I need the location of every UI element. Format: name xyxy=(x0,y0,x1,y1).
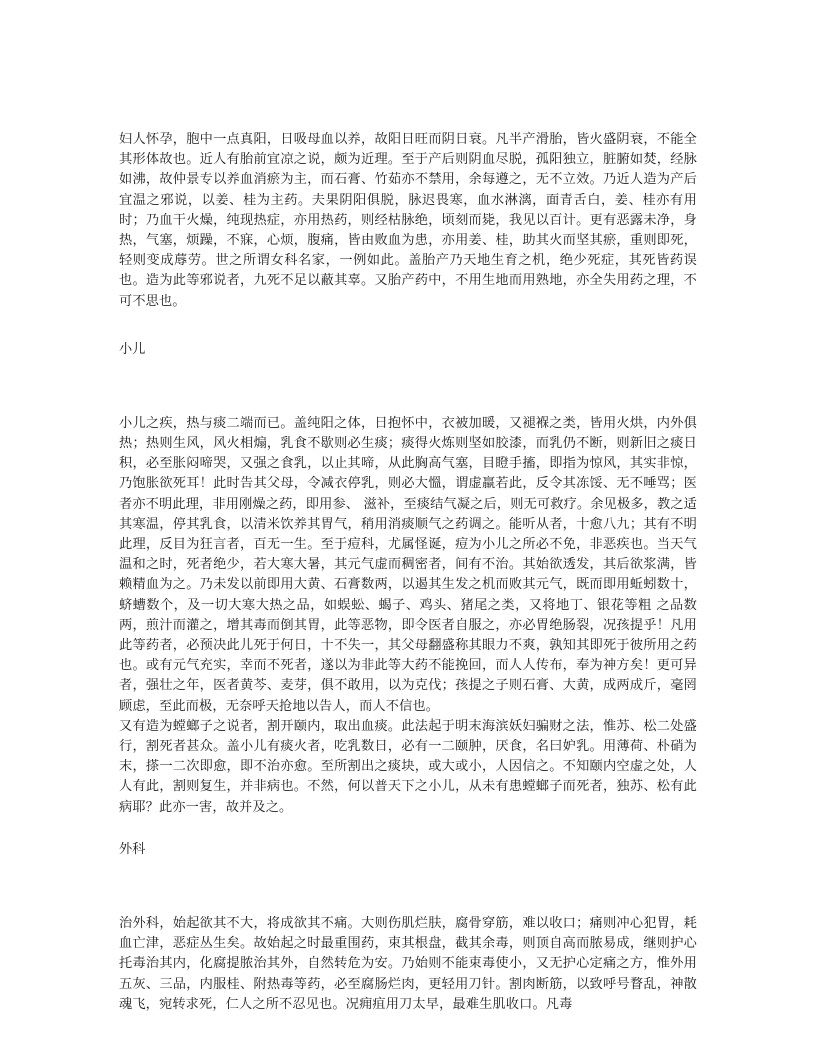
paragraph-surgery: 治外科，始起欲其不大，将成欲其不痛。大则伤肌烂肤，腐骨穿筋，难以收口；痛则冲心犯胃，耗血亡津，恶症丛生矣。故始起之时最重围药，束其根盘，截其余毒，则顶自高而脓易成，继则护心托毒治其内，化腐提脓治其外，自然转危为安。乃始则不能束毒使小，又无护心定痛之方，惟外用五灰、三品，内服桂、附热毒等药，必至腐肠烂肉，更轻用刀针。割肉断筋，以致呼号瞀乱，神散魂飞，宛转求死，仁人之所不忍见也。况痈疽用刀太早，最难生肌收口。凡毒 xyxy=(119,915,697,1012)
paragraph-postpartum: 妇人怀孕，胞中一点真阳，日吸母血以养，故阳日旺而阴日衰。凡半产滑胎，皆火盛阴衰，不能全其形体故也。近人有胎前宜凉之说，颇为近理。至于产后则阴血尽脱，孤阳独立，脏腑如焚，经脉如沸，故仲景专以养血消瘀为主，而石膏、竹茹亦不禁用，余每遵之，无不立效。乃近人造为产后宜温之邪说，以姜、桂为主药。夫果阴阳俱脱，脉迟畏寒，血水淋漓，面青舌白，姜、桂亦有用时；乃血干火燥，纯现热症，亦用热药，则经枯脉绝，顷刻而毙，我见以百计。更有恶露未净，身热，气塞，烦躁，不寐，心烦，腹痛，皆由败血为患，亦用姜、桂，助其火而坚其瘀，重则即死，轻则变成蓐劳。世之所谓女科名家，一例如此。盖胎产乃天地生育之机，绝少死症，其死皆药误也。造为此等邪说者，九死不足以蔽其辜。又胎产药中，不用生地而用熟地，亦全失用药之理，不可不思也。 xyxy=(119,132,697,309)
paragraph-pediatrics: 小儿之疾，热与痰二端而已。盖纯阳之体，日抱怀中，衣被加暖，又褪褓之类，皆用火烘，内外俱热；热则生风，风火相煽，乳食不歇则必生痰；痰得火炼则坚如胶漆，而乳仍不断，则新旧之痰日积，必至胀闷啼哭，又强之食乳，以止其啼，从此胸高气塞，目瞪手搐，即指为惊风，其实非惊，乃饱胀欲死耳！此时告其父母，令减衣停乳，则必大慍，谓虚羸若此，反令其冻馁、无不唾骂；医者亦不明此理，非用刚燥之药，即用参、 滋补，至痰结气凝之后，则无可救疗。余见极多，教之适其寒温，停其乳食，以清米饮养其胃气，稍用消痰顺气之药调之。能听从者，十愈八九；其有不明此理，反目为狂言者，百无一生。至于痘科，尤属怪诞，痘为小儿之所必不免，非恶疾也。当天气温和之时，死者绝少，若大寒大暑，其元气虚而稠密者，间有不治。其始欲透发，其后欲浆满，皆赖精血为之。乃未发以前即用大黄、石膏数两，以遏其生发之机而败其元气，既而即用蚯蚓数十，蛴螬数个，及一切大寒大热之品，如蜈蚣、蝎子、鸡头、猪尾之类，又将地丁、银花等粗 之品数两，煎汁而灌之，增其毒而倒其胃，此等恶物，即令医者自服之，亦必胃绝肠裂，况孩提乎！凡用此等药者，必预决此儿死于何日，十不失一，其父母翻盛称其眼力不爽，孰知其即死于彼所用之药也。或有元气充实，幸而不死者，遂以为非此等大药不能挽回，而人人传布，奉为神方矣！更可异者，强壮之年，医者黄芩、麦芽，俱不敢用，以为克伐；孩提之子则石膏、大黄，成两成斤，毫罔顾虑，至此而极，无奈呼天抢地以告人，而人不信也。 xyxy=(119,415,697,714)
paragraph-mantis: 又有造为螳螂子之说者，割开颐内，取出血痰。此法起于明末海滨妖妇骗财之法，惟苏、松二处盛行，割死者甚众。盖小儿有痰火者，吃乳数日，必有一二颐肿，厌食，名曰妒乳。用薄荷、朴硝为末，搽一二次即愈，即不治亦愈。至所割出之痰块，或大或小，人因信之。不知颐内空虚之处，人人有此，割则复生，并非病也。不然，何以普天下之小儿，从未有患螳螂子而死者，独苏、松有此病耶？此亦一害，故并及之。 xyxy=(119,718,697,815)
section-heading-pediatrics: 小儿 xyxy=(119,341,146,357)
document-page xyxy=(119,130,697,1015)
section-heading-surgery: 外科 xyxy=(119,841,146,857)
